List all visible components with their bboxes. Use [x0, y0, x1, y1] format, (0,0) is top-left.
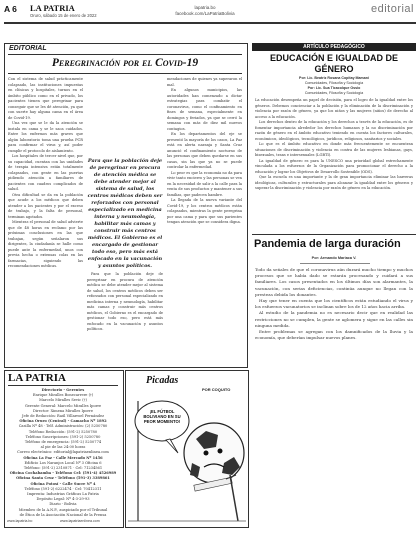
opinion1-paragraph: Los derechos dentro de la educación y los derechos a través de la educación, es de fomentar importancia alrededor los derechos humanos y la no discriminación por razón de género en el ámbito educativo teniendo en cuenta los factores culturales, económicos, ideológicos, tecnológicos, jurídicos, religiosos, sanitarios y sociales.: [255, 120, 413, 141]
cartoon-byline: POR COQUITO: [202, 387, 231, 392]
opinion1-paragraph: Lo que es el ámbito educativo en donde más frecuentemente se encuentran situaciones de discriminación y violencia en contra de las mujeres lesbianas, gays, bisexuales, trans e intersexuales (LGBTI).: [255, 142, 413, 157]
opinion1-paragraph: La igualdad de género es para la UNESCO una prioridad global estrechamente vinculada a los esfuerzos de la Organización para promocionar el derecho a la educación y lograr los Objetivos de Desarrollo Sostenible (ODS).: [255, 158, 413, 174]
opinion1-paragraph: Que la escuela es una importante y la de gran importancia eliminar las barreras ideológicas, culturales y estructurales para alcanzar la igualdad entre los géneros y superar la discriminación y violencia por razón de género en la educación.: [255, 175, 413, 190]
directory-line: Directorio - Gerentes: [41, 388, 85, 392]
editorial-paragraph: mendaciones de quienes ya superaron el mal.: [167, 77, 242, 87]
directory-line: Teléfono: (591-2) 2310871 · Cel: 71234561: [23, 466, 103, 471]
directory-line: Correo electrónico: editorial@lapatriaenlinea.com: [17, 450, 109, 455]
directory-line: de Ética de la Asociación Nacional de la Prensa: [19, 512, 107, 516]
cartoon-box: [125, 370, 249, 528]
opinion2-body: [255, 267, 413, 526]
directory-line: Enrique Miralles Bonecarrere (†): [32, 393, 94, 398]
directory-logo: LA PATRIA: [8, 372, 66, 384]
directory-line: Oficina Santa Cruz - Teléfono (591-3) 3389861: [16, 476, 110, 481]
directory-line: Jefe de Redacción: Raúl Villarroel Fernández: [22, 414, 104, 419]
directory-line: Oficina Potosí - Calle Sucre Nº 4: [30, 481, 96, 486]
opinion2-author-rule: [300, 263, 370, 264]
paper-name: LA PATRIA: [30, 3, 75, 13]
directory-footer-left[interactable]: www.lapatria.bo: [7, 519, 33, 523]
directory-line: Edificio Los Naranjos Local Nº 3 Oficina 6: [24, 460, 102, 465]
header-rule: [4, 22, 416, 24]
editorial-label-rule: [8, 54, 242, 55]
opinion1-author: Por: Lic. Sua Ticacolque Ossio: [307, 86, 361, 90]
editorial-col1: [8, 77, 83, 363]
cartoon-illustration: [126, 371, 248, 527]
opinion1-paragraph: La educación desempeña un papel de decisión, para el logro de la igualdad entre los géneros. Debemos concienciar a la población y la eliminación de la discriminación y violencia por razón de género, ya que los niños y las mujeres (niños) de derecho al acceso a la educación.: [255, 98, 413, 119]
cartoon-speech: ¡EL FÚTBOL BOLIVIANO EN SU PEOR MOMENTO!: [143, 409, 181, 424]
section-name: editorial: [370, 3, 414, 15]
directory-lines: [7, 388, 119, 516]
editorial-col2-below: Para que la población deje de peregrinar en procura de atención médica se debe atender mejor al sistema de salud, los centros médicos deben ser reforzados con personal especializado en medicina interna y neumología, habilitar más camas y construir más centros médicos, el Gobierno es el encargado de gestionar todo eso, pero está más enfocado en la vacunación y asuntos políticos.: [87, 272, 163, 331]
cartoon-brand: Picadas: [146, 375, 179, 386]
directory-line: Teléfono Redacción: (591-2) 5250780: [28, 429, 98, 434]
editorial-paragraph: Una vez que se le da la atención se instala en cama y se le saca cuidados. Entre los enfermos más graves que algún laboratorio toma una prueba PCR para confirmar el virus y, así poder cumplir el protocolo de aislamiento.: [8, 121, 83, 153]
directory-line: Marcelo Miralles Sevic (†): [39, 398, 87, 403]
editorial-col3: [167, 77, 242, 363]
directory-line: Teléfono Suscripciones: (591-2) 5250780: [25, 434, 101, 439]
editorial-paragraph: Otra dificultad se da en la población que acude a los médicos que deben atender a los pacientes y por el exceso de trabajo, y la falta de personal, terminan agotados.: [8, 192, 83, 219]
directory-footer-right[interactable]: www.lapatriaenlinea.com: [60, 519, 100, 523]
editorial-paragraph: La llegada de la nueva variante del Covid-19, y los centros médicos están colapsados, mientras la gente peregrina por una cama y para que sus parientes tengan atención que se considera digna.: [167, 198, 242, 224]
opinion1-author: Comunidades, Filosofía y Sociología: [304, 91, 364, 95]
opinion2-top-rule: [252, 234, 416, 235]
opinion2-paragraph: Todo da señales de que el coronavirus aún durará mucho tiempo y muchos procesos que se había dado se estarán procesando y cuidará a sus familiares. Los casos presentados en los últimos días son alarmantes, la vacunación, con serias deficiencias, continúa aunque no llegan con la presteza debida los donantes.: [255, 267, 413, 297]
directory-line: Oficina Oruro (Central) - Camacho Nº 1892: [19, 419, 107, 424]
editorial-title-rule: [8, 73, 242, 74]
opinion1-label: ARTÍCULO PEDAGÓGICO: [303, 44, 365, 50]
opinion1-author: Comunidades, Filosofía y Sociología: [304, 81, 364, 85]
editorial-paragraph: Lo peor es que la economía no da para vivir tanto encierro y las personas se ven en la necesidad de salir a la calle para la venta de sus productos y mantener a sus familias, que padecen hambre.: [167, 170, 242, 197]
directory-line: Oficina Cochabamba - Teléfono Cel: (591-4) 4526989: [9, 471, 117, 476]
directory-line: Teléfono (591-2) 6222474 · Cel: 70412311: [24, 486, 102, 491]
editorial-paragraph: En algunos municipios, las autoridades han comenzado a dictar estrategias para combatir el coronavirus, como el confinamiento en fines de semana, especialmente en domingos y feriados, ya que se cerró la semana con más de diez mil nuevos contagios.: [167, 88, 242, 131]
opinion2-paragraph: Hay que tener en cuenta que los científicos están estudiando el virus y los esfuerzos vacunatorios se inclinan sobre los de 12 años hacia arriba.: [255, 298, 413, 310]
directory-line: Depósito Legal: Nº 4-3-29-93: [36, 497, 90, 502]
directory-rule: [8, 385, 118, 386]
directory-line: Casilla Nº 48 · Telf. Administración: (2) 5250780: [18, 424, 108, 429]
editorial-pullquote: Para que la población deje de peregrinar en procura de atención médica se debe atender mejor al sistema de salud, los centros médicos deben ser reforzados con personal especializado en medicina interna y neumología, habilitar más camas y construir más centros médicos. El Gobierno es el encargado de gestionar todo eso, pero más está enfocado en la vacunación y asuntos políticos.: [87, 158, 163, 268]
directory-line: Oficina La Paz - Calle Mercado Nº 1456: [23, 455, 103, 460]
directory-line: Diario - Bolivia: [49, 502, 77, 507]
directory-line: Imprenta: Industrias Gráficas La Patria: [27, 492, 99, 497]
page-number: A 6: [4, 4, 17, 14]
directory-line: Miembro de la A.N.P., auspiciado por el Tribunal: [18, 507, 108, 512]
editorial-title: Peregrinación por el Covid-19: [51, 57, 199, 69]
date-line: Oruro, sábado 15 de enero de 2022: [30, 13, 97, 18]
opinion1-title: EDUCACIÓN E IGUALDAD DE GÉNERO: [269, 53, 398, 74]
directory-line: Gerente General: Marcelo Miralles Iporre: [24, 403, 102, 408]
editorial-paragraph: Mientras el personal de salud advierte que de 48 horas en reclamo por las próximas conclusiones en las que trabajan, según señalaron sus dirigentes, la ciudadanía se halle como puede ante la enfermedad, unos con previa hecha o extensas colas en las farmacias, siguiendo las recomendaciones médicas.: [8, 220, 83, 268]
opinion1-author: Por: Lic. Beatriz Rosana Copitay Mamani: [299, 76, 369, 80]
opinion2-paragraph: Entre problemas se agregan con los damnificados de la lluvia y la economía, que deberían impulsar nuevos planes.: [255, 329, 413, 341]
directory-line: Director: Ximena Miralles Iporre: [33, 408, 93, 413]
opinion1-authors: [256, 76, 412, 96]
opinion2-title: Pandemia de larga duración: [254, 238, 401, 250]
opinion2-paragraph: Al estudio de la pandemia no es necesario decir que en realidad las restricciones no se cumplen, la gente se aglomera y sigue en las calles sin ninguna medida.: [255, 310, 413, 328]
editorial-paragraph: En los departamentos del eje se presentó la mayoría de los casos, La Paz está en alerta naranja y Santa Cruz anunció el confinamiento nocturno de las personas que deben quedarse en sus casas, sin las que ya no se puede controlar la enfermedad.: [167, 132, 242, 169]
directory-line: Teléfono de emergencia: (591-2) 5250774: [24, 440, 102, 445]
opinion1-body: [255, 98, 413, 222]
directory-line: al pie de las 24:00 horas: [40, 445, 86, 450]
editorial-paragraph: Con el sistema de salud prácticamente colapsado, las instituciones impuestas en clínicas y hospitales, turnos en el ámbito público como en el privado, los pacientes tienen que peregrinar para conseguir que se les dé atención, ya que con suerte hay alguna cama en el área de Covid-19.: [8, 77, 83, 120]
editorial-label: EDITORIAL: [9, 45, 47, 52]
opinion2-author: Por: Armando Mariaca V.: [311, 256, 357, 260]
editorial-paragraph: Los hospitales de tercer nivel que, por su capacidad, cuentan con las unidades de terapia intensiva están totalmente colapsados, con gente en las puertas pidiendo atención a familiares de pacientes con cuadros complicados de salud.: [8, 154, 83, 191]
web-address[interactable]: lapatria.bo: [194, 5, 216, 10]
social-link[interactable]: facebook.com/LaPatriaBolivia: [175, 11, 235, 16]
